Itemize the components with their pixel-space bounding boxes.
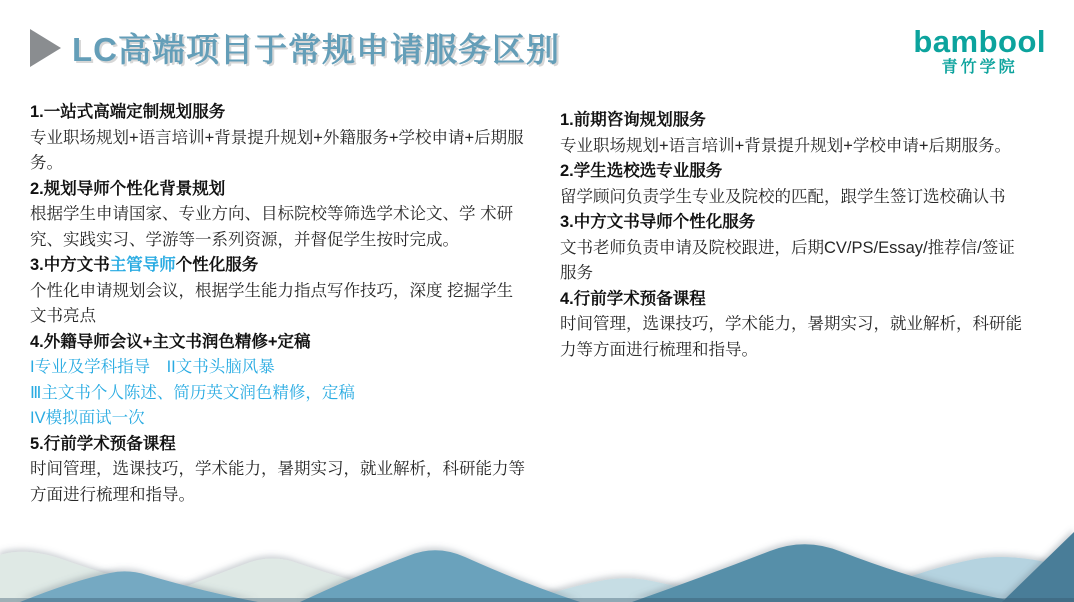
- section-body: 根据学生申请国家、专业方向、目标院校等筛选学术论文、学 术研究、实践实习、学游等一系列资源，并督促学生按时完成。: [30, 205, 514, 249]
- brand-name: bambool: [913, 24, 1046, 59]
- section-body: 个性化申请规划会议，根据学生能力指点写作技巧，深度 挖掘学生文书亮点: [30, 281, 514, 325]
- heading-accent-text: 主管导师: [109, 256, 176, 274]
- section-heading: 5.行前学术预备课程: [30, 434, 176, 453]
- section-heading: 1.一站式高端定制规划服务: [30, 103, 226, 121]
- left-section-1: [30, 100, 527, 177]
- section-line: I专业及学科指导 II文书头脑风暴: [30, 358, 275, 376]
- mountain-wave-decoration: [0, 482, 1074, 602]
- right-section-3: [560, 210, 1022, 287]
- right-column: [560, 108, 1022, 363]
- brand-subtitle: 青竹学院: [941, 59, 1018, 76]
- left-column: [30, 100, 527, 508]
- brand-logo: [913, 26, 1046, 78]
- left-section-3: [30, 253, 527, 330]
- right-section-1: [560, 108, 1022, 159]
- section-body: 专业职场规划+语言培训+背景提升规划+外籍服务+学校申请+后期服务。: [30, 128, 524, 172]
- section-body: 时间管理，选课技巧，学术能力，暑期实习，就业解析，科研能力等方面进行梳理和指导。: [30, 460, 525, 504]
- section-heading: [30, 253, 527, 279]
- section-heading: 2.规划导师个性化背景规划: [30, 179, 226, 198]
- section-heading: 3.中方文书导师个性化服务: [560, 213, 756, 231]
- triangle-bullet-icon: [30, 29, 61, 67]
- title-row: [30, 24, 560, 71]
- section-line: Ⅲ主文书个人陈述、简历英文润色精修，定稿: [30, 383, 355, 402]
- section-body: 时间管理，选课技巧，学术能力，暑期实习，就业解析，科研能力等方面进行梳理和指导。: [560, 315, 1022, 359]
- left-section-4: [30, 330, 527, 432]
- wave-teal-centerleft: [300, 550, 580, 602]
- section-line: IV模拟面试一次: [30, 409, 145, 427]
- right-section-4: [560, 287, 1022, 364]
- heading-text: 个性化服务: [175, 256, 259, 274]
- section-body: 留学顾问负责学生专业及院校的匹配，跟学生签订选校确认书: [560, 187, 1006, 206]
- section-body: 专业职场规划+语言培训+背景提升规划+学校申请+后期服务。: [560, 136, 1012, 155]
- heading-text: 3.中方文书: [30, 256, 110, 274]
- section-heading: 4.外籍导师会议+主文书润色精修+定稿: [30, 332, 311, 351]
- section-body: 文书老师负责申请及院校跟进，后期CV/PS/Essay/推荐信/签证服务: [560, 238, 1015, 282]
- section-heading: 4.行前学术预备课程: [560, 289, 706, 308]
- section-heading: 1.前期咨询规划服务: [560, 111, 706, 129]
- section-heading: 2.学生选校选专业服务: [560, 162, 723, 180]
- left-section-2: [30, 177, 527, 254]
- bottom-edge-strip: [0, 598, 1074, 602]
- page-title: LC高端项目于常规申请服务区别: [72, 31, 560, 68]
- right-section-2: [560, 159, 1022, 210]
